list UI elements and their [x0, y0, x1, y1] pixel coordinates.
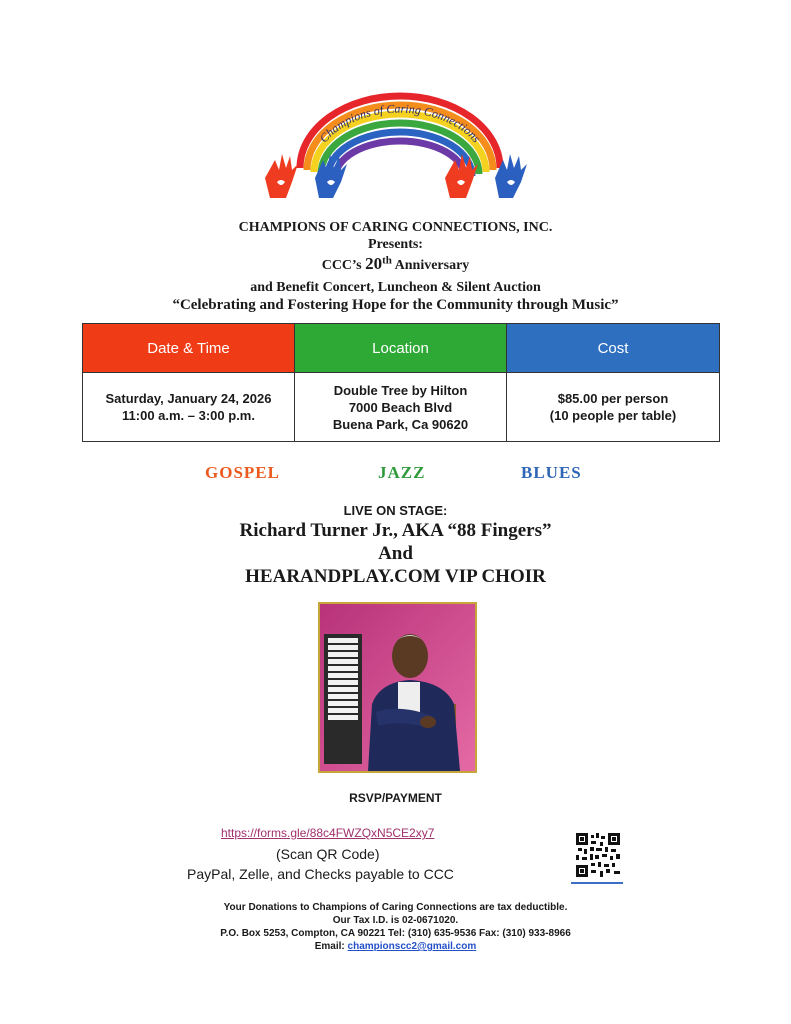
- anniversary-word: Anniversary: [391, 258, 470, 273]
- location-header: Location: [295, 324, 507, 372]
- choir-name: HEARANDPLAY.COM VIP CHOIR: [245, 566, 546, 587]
- anniversary-number: 20: [365, 254, 383, 273]
- cost-cell: [507, 372, 719, 441]
- venue-street: 7000 Beach Blvd: [348, 399, 453, 415]
- event-info-table: [82, 323, 720, 442]
- footer-email-link[interactable]: championscc2@gmail.com: [347, 941, 477, 952]
- cost-price: $85.00 per person: [557, 391, 669, 406]
- performer-photo-graphic: [320, 604, 475, 771]
- qr-underline: [571, 882, 623, 884]
- footer-email-label: Email:: [314, 941, 348, 952]
- rainbow-logo-graphic: [255, 78, 545, 208]
- footer-tax-id: Our Tax I.D. is 02-0671020.: [332, 915, 459, 926]
- scan-qr-text: (Scan QR Code): [276, 846, 380, 862]
- live-on-stage-label: LIVE ON STAGE:: [343, 503, 448, 518]
- genre-blues: BLUES: [521, 463, 582, 482]
- hand-icon: [265, 154, 298, 198]
- anniversary-line: [0, 254, 791, 274]
- genre-gospel: GOSPEL: [205, 463, 280, 482]
- performer-and: And: [378, 543, 413, 564]
- performer-photo: [318, 602, 477, 773]
- footer-contact: P.O. Box 5253, Compton, CA 90221 Tel: (310) 635-9536 Fax: (310) 933-8966: [220, 928, 571, 939]
- footer-email-line: [0, 941, 791, 953]
- rsvp-form-link[interactable]: https://forms.gle/88c4FWZQxN5CE2xy7: [221, 826, 435, 840]
- time-line: 11:00 a.m. – 3:00 p.m.: [122, 408, 255, 423]
- org-name: CHAMPIONS OF CARING CONNECTIONS, INC.: [238, 220, 553, 235]
- footer-tax-deductible: Your Donations to Champions of Caring Connections are tax deductible.: [223, 902, 568, 913]
- cost-note: (10 people per table): [549, 408, 677, 423]
- location-cell: [295, 372, 507, 441]
- date-time-cell: [83, 372, 295, 441]
- rainbow-hands-logo: [255, 78, 545, 208]
- cost-header: Cost: [507, 324, 719, 372]
- benefit-line: and Benefit Concert, Luncheon & Silent Auction: [250, 280, 541, 295]
- tagline: “Celebrating and Fostering Hope for the Community through Music”: [172, 297, 619, 313]
- venue-city: Buena Park, Ca 90620: [332, 416, 469, 432]
- logo-arc-text: Champions of Caring Connections: [316, 101, 484, 146]
- genre-jazz: JAZZ: [378, 463, 426, 482]
- date-time-header: Date & Time: [83, 324, 295, 372]
- qr-code[interactable]: [576, 833, 620, 877]
- qr-code-icon: [576, 833, 620, 877]
- venue-name: Double Tree by Hilton: [333, 382, 468, 398]
- presents-text: Presents:: [368, 237, 423, 252]
- rsvp-title: RSVP/PAYMENT: [349, 791, 442, 805]
- date-line: Saturday, January 24, 2026: [105, 391, 272, 406]
- payment-methods-text: PayPal, Zelle, and Checks payable to CCC: [187, 866, 454, 882]
- anniversary-suffix: th: [382, 254, 392, 267]
- performer-name: Richard Turner Jr., AKA “88 Fingers”: [239, 520, 552, 541]
- anniversary-prefix: CCC’s: [321, 258, 366, 273]
